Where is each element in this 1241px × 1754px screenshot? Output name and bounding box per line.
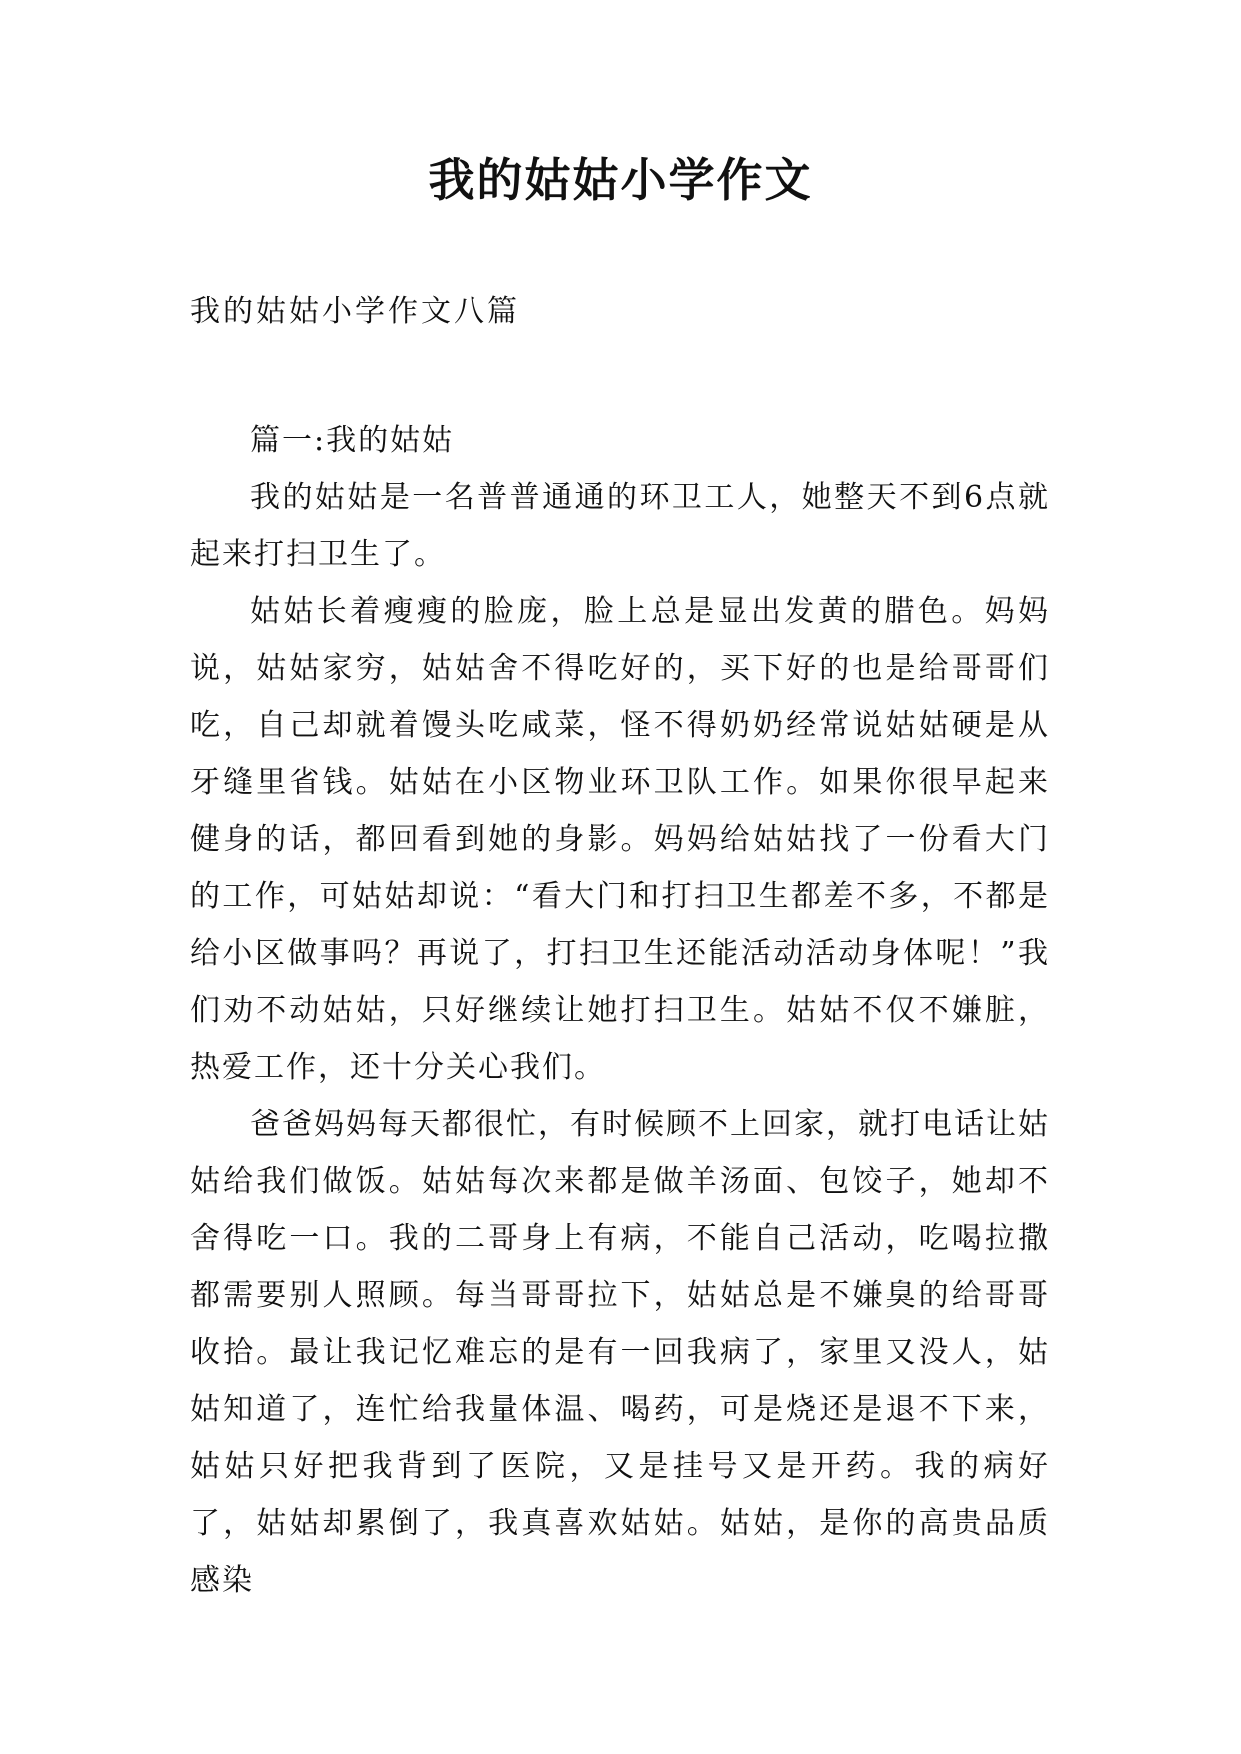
paragraph-1: 我的姑姑是一名普普通通的环卫工人，她整天不到6点就起来打扫卫生了。: [190, 480, 1050, 572]
document-subtitle: 我的姑姑小学作文八篇: [190, 294, 520, 329]
section-heading: 篇一:我的姑姑: [250, 423, 455, 458]
document-body: [190, 412, 1050, 1609]
document-title: 我的姑姑小学作文: [428, 153, 813, 207]
paragraph-2: 姑姑长着瘦瘦的脸庞，脸上总是显出发黄的腊色。妈妈说，姑姑家穷，姑姑舍不得吃好的，买下好的也是给哥哥们吃，自己却就着馒头吃咸菜，怪不得奶奶经常说姑姑硬是从牙缝里省钱。姑姑在小区物业环卫队工作。如果你很早起来健身的话，都回看到她的身影。妈妈给姑姑找了一份看大门的工作，可姑姑却说：“看大门和打扫卫生都差不多，不都是给小区做事吗？再说了，打扫卫生还能活动活动身体呢！”我们劝不动姑姑，只好继续让她打扫卫生。姑姑不仅不嫌脏，热爱工作，还十分关心我们。: [190, 594, 1050, 1085]
paragraph-3: 爸爸妈妈每天都很忙，有时候顾不上回家，就打电话让姑姑给我们做饭。姑姑每次来都是做羊汤面、包饺子，她却不舍得吃一口。我的二哥身上有病，不能自己活动，吃喝拉撒都需要别人照顾。每当哥哥拉下，姑姑总是不嫌臭的给哥哥收拾。最让我记忆难忘的是有一回我病了，家里又没人，姑姑知道了，连忙给我量体温、喝药，可是烧还是退不下来，姑姑只好把我背到了医院，又是挂号又是开药。我的病好了，姑姑却累倒了，我真喜欢姑姑。姑姑，是你的高贵品质感染: [190, 1107, 1050, 1598]
